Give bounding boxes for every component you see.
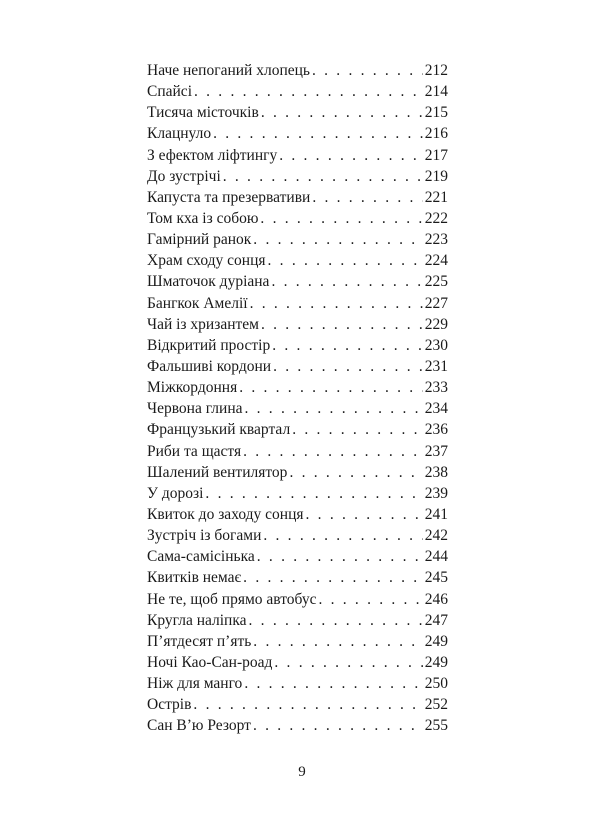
toc-dot-leader	[194, 81, 423, 102]
toc-dot-leader	[260, 208, 422, 229]
toc-entry-page: 217	[424, 146, 448, 164]
toc-entry-title: Шматочок дуріана	[147, 273, 270, 291]
toc-entry-page: 239	[424, 484, 448, 502]
toc-dot-leader	[292, 419, 423, 440]
toc-entry	[147, 694, 448, 715]
toc-entry	[147, 208, 448, 229]
toc-entry-title: Ніж для манго	[147, 675, 243, 693]
toc-entry	[147, 335, 448, 356]
toc-entry-title: Не те, щоб прямо автобус	[147, 590, 317, 608]
toc-entry	[147, 102, 448, 123]
toc-entry	[147, 525, 448, 546]
toc-entry-page: 250	[424, 675, 448, 693]
toc-dot-leader	[279, 145, 423, 166]
toc-entry-page: 249	[424, 632, 448, 650]
toc-entry	[147, 60, 448, 81]
toc-entry	[147, 187, 448, 208]
toc-entry	[147, 483, 448, 504]
toc-entry-title: Квиток до заходу сонця	[147, 505, 304, 523]
toc-dot-leader	[244, 673, 422, 694]
toc-entry-title: Квитків немає	[147, 569, 242, 587]
toc-entry	[147, 504, 448, 525]
toc-dot-leader	[306, 504, 423, 525]
toc-entry-title: З ефектом ліфтингу	[147, 146, 278, 164]
toc-entry-title: Острів	[147, 696, 192, 714]
toc-entry-page: 219	[424, 167, 448, 185]
toc-entry-page: 245	[424, 569, 448, 587]
toc-dot-leader	[213, 123, 423, 144]
toc-dot-leader	[243, 567, 423, 588]
toc-dot-leader	[253, 229, 422, 250]
toc-entry-page: 236	[424, 421, 448, 439]
toc-dot-leader	[273, 356, 423, 377]
toc-entry-title: Зустріч із богами	[147, 527, 262, 545]
toc-entry	[147, 229, 448, 250]
toc-entry-title: Французький квартал	[147, 421, 291, 439]
toc-entry-page: 223	[424, 231, 448, 249]
toc-entry-page: 241	[424, 505, 448, 523]
toc-dot-leader	[243, 441, 423, 462]
toc-entry	[147, 398, 448, 419]
toc-entry-page: 244	[424, 548, 448, 566]
toc-entry-page: 229	[424, 315, 448, 333]
toc-entry	[147, 166, 448, 187]
toc-entry	[147, 546, 448, 567]
toc-entry-title: Ночі Као-Сан-роад	[147, 653, 273, 671]
toc-entry-title: Спайсі	[147, 83, 192, 101]
toc-entry-title: Відкритий простір	[147, 336, 271, 354]
toc-entry-title: Клацнуло	[147, 125, 212, 143]
toc-dot-leader	[261, 102, 423, 123]
toc-entry	[147, 356, 448, 377]
toc-entry-page: 237	[424, 442, 448, 460]
toc-dot-leader	[312, 60, 423, 81]
toc-entry	[147, 419, 448, 440]
toc-entry-page: 233	[424, 379, 448, 397]
toc-dot-leader	[261, 314, 423, 335]
toc-entry-page: 252	[424, 696, 448, 714]
page-number: 9	[298, 764, 306, 780]
toc-entry-title: Чай із хризантем	[147, 315, 259, 333]
toc-entry-title: П’ятдесят п’ять	[147, 632, 252, 650]
table-of-contents	[147, 60, 448, 737]
toc-dot-leader	[271, 271, 422, 292]
toc-entry-title: Шалений вентилятор	[147, 463, 288, 481]
toc-entry-page: 242	[424, 527, 448, 545]
toc-entry	[147, 441, 448, 462]
toc-dot-leader	[250, 293, 423, 314]
toc-entry	[147, 81, 448, 102]
toc-entry-title: Кругла наліпка	[147, 611, 247, 629]
toc-entry-title: Сама-самісінька	[147, 548, 255, 566]
toc-dot-leader	[263, 525, 422, 546]
toc-entry-title: У дорозі	[147, 484, 204, 502]
toc-dot-leader	[193, 694, 422, 715]
toc-dot-leader	[245, 398, 423, 419]
toc-entry	[147, 145, 448, 166]
toc-entry-title: Том кха із собою	[147, 209, 259, 227]
toc-entry	[147, 271, 448, 292]
toc-dot-leader	[253, 631, 422, 652]
toc-dot-leader	[268, 250, 423, 271]
toc-dot-leader	[239, 377, 423, 398]
toc-entry-page: 238	[424, 463, 448, 481]
toc-entry-page: 225	[424, 273, 448, 291]
toc-entry-page: 221	[424, 188, 448, 206]
toc-dot-leader	[312, 187, 422, 208]
toc-entry-page: 227	[424, 294, 448, 312]
toc-dot-leader	[318, 589, 422, 610]
toc-dot-leader	[274, 652, 422, 673]
toc-entry-page: 216	[424, 125, 448, 143]
toc-entry-title: Фальшиві кордони	[147, 357, 272, 375]
toc-entry	[147, 673, 448, 694]
toc-dot-leader	[223, 166, 423, 187]
toc-entry	[147, 631, 448, 652]
toc-entry	[147, 715, 448, 736]
toc-entry-page: 230	[424, 336, 448, 354]
toc-entry	[147, 377, 448, 398]
toc-entry-title: Гамірний ранок	[147, 231, 252, 249]
toc-entry	[147, 567, 448, 588]
toc-entry-title: Риби та щастя	[147, 442, 242, 460]
toc-entry	[147, 293, 448, 314]
toc-entry-page: 222	[424, 209, 448, 227]
toc-entry-page: 255	[424, 717, 448, 735]
toc-entry	[147, 610, 448, 631]
toc-entry-title: Червона глина	[147, 400, 243, 418]
toc-dot-leader	[253, 715, 423, 736]
toc-entry-page: 249	[424, 653, 448, 671]
toc-dot-leader	[205, 483, 422, 504]
toc-entry	[147, 123, 448, 144]
toc-entry-title: Храм сходу сонця	[147, 252, 266, 270]
toc-entry-title: Капуста та презервативи	[147, 188, 311, 206]
toc-entry-title: Тисяча місточків	[147, 104, 259, 122]
toc-entry	[147, 250, 448, 271]
toc-entry-title: Бангкок Амелії	[147, 294, 248, 312]
toc-entry-page: 246	[424, 590, 448, 608]
toc-entry-page: 231	[424, 357, 448, 375]
toc-entry-page: 215	[424, 104, 448, 122]
toc-entry-page: 212	[424, 62, 448, 79]
toc-dot-leader	[272, 335, 423, 356]
toc-dot-leader	[289, 462, 422, 483]
toc-entry-title: До зустрічі	[147, 167, 221, 185]
toc-entry-title: Міжкордоння	[147, 379, 238, 397]
toc-entry-page: 234	[424, 400, 448, 418]
toc-entry-page: 247	[424, 611, 448, 629]
toc-dot-leader	[249, 610, 423, 631]
toc-entry-page: 224	[424, 252, 448, 270]
toc-entry-title: Наче непоганий хлопець	[147, 62, 310, 79]
toc-entry-page: 214	[424, 83, 448, 101]
toc-entry	[147, 589, 448, 610]
toc-entry	[147, 462, 448, 483]
toc-entry	[147, 314, 448, 335]
toc-entry-title: Сан В’ю Резорт	[147, 717, 251, 735]
toc-entry	[147, 652, 448, 673]
toc-dot-leader	[257, 546, 423, 567]
